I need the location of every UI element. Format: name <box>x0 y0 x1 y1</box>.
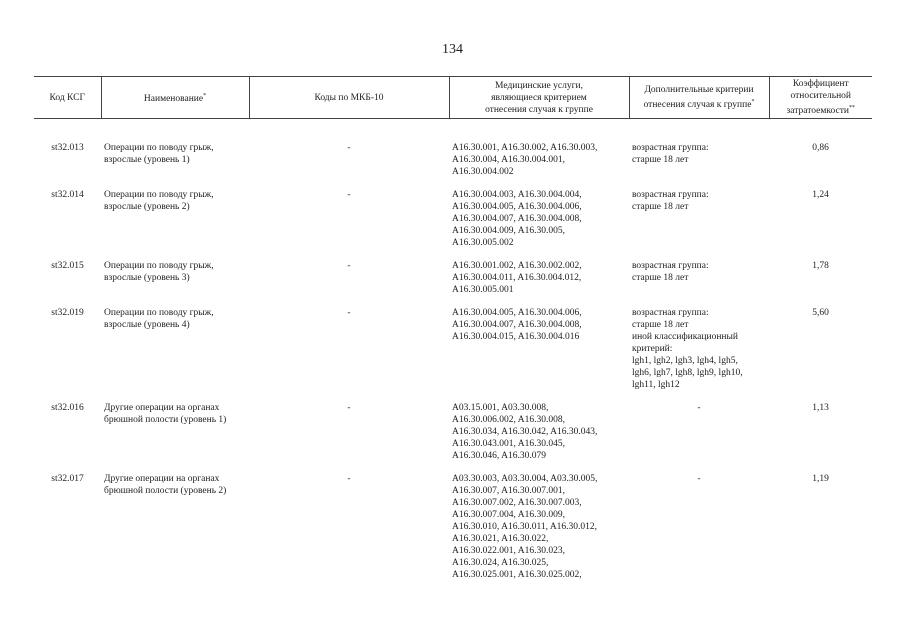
cell-mkb: - <box>347 190 351 201</box>
table-row <box>34 142 872 189</box>
cell-code: st32.017 <box>51 474 84 485</box>
header-criteria: Дополнительные критерии отнесения случая к группе* <box>629 77 769 119</box>
header-mkb: Коды по МКБ-10 <box>249 77 449 119</box>
cell-criteria: возрастная группа: старше 18 лет <box>632 143 709 166</box>
spacer-row <box>34 119 872 143</box>
cell-code: st32.019 <box>51 308 84 319</box>
cell-mkb: - <box>347 474 351 485</box>
cell-criteria: возрастная группа: старше 18 лет иной классификационный критерий: lgh1, lgh2, lgh3, lgh4, lgh5, lgh6, lgh7, lgh8, lgh9, lgh10, lgh11, lgh12 <box>632 308 743 391</box>
table-body <box>34 119 872 593</box>
cell-code: st32.014 <box>51 190 84 201</box>
cell-coefficient: 1,19 <box>812 474 829 485</box>
cell-services: A03.30.003, A03.30.004, A03.30.005, A16.30.007, A16.30.007.001, A16.30.007.002, A16.30.007.003, A16.30.007.004, A16.30.009, A16.30.010, A16.30.011, A16.30.012, A16.30.021, A16.30.022, A16.30.022.001, A16.30.023, A16.30.024, A16.30.025, A16.30.025.001, A16.30.025.002, <box>452 474 598 581</box>
cell-mkb: - <box>347 261 351 272</box>
cell-criteria: возрастная группа: старше 18 лет <box>632 190 709 213</box>
cell-name: Операции по поводу грыж, взрослые (уровень 1) <box>104 143 214 166</box>
cell-coefficient: 1,78 <box>812 261 829 272</box>
cell-name: Другие операции на органах брюшной полости (уровень 1) <box>104 403 227 426</box>
cell-criteria: - <box>697 403 701 414</box>
ksg-table <box>34 76 872 592</box>
cell-mkb: - <box>347 308 351 319</box>
cell-services: A16.30.004.005, A16.30.004.006, A16.30.004.007, A16.30.004.008, A16.30.004.015, A16.30.004.016 <box>452 308 582 343</box>
cell-coefficient: 5,60 <box>812 308 829 319</box>
spacer-cell <box>34 119 872 143</box>
cell-mkb: - <box>347 143 351 154</box>
cell-coefficient: 0,86 <box>812 143 829 154</box>
cell-services: A16.30.004.003, A16.30.004.004, A16.30.004.005, A16.30.004.006, A16.30.004.007, A16.30.004.008, A16.30.004.009, A16.30.005, A16.30.005.002 <box>452 190 582 249</box>
table-row <box>34 473 872 592</box>
page-number: 134 <box>442 42 463 57</box>
cell-mkb: - <box>347 403 351 414</box>
cell-name: Операции по поводу грыж, взрослые (уровень 4) <box>104 308 214 331</box>
cell-services: A16.30.001, A16.30.002, A16.30.003, A16.30.004, A16.30.004.001, A16.30.004.002 <box>452 143 598 178</box>
table-header <box>34 77 872 119</box>
cell-name: Операции по поводу грыж, взрослые (уровень 2) <box>104 190 214 213</box>
cell-services: A16.30.001.002, A16.30.002.002, A16.30.004.011, A16.30.004.012, A16.30.005.001 <box>452 261 582 296</box>
header-coefficient: Коэффициент относительной затратоемкости** <box>769 77 872 119</box>
table-row <box>34 307 872 402</box>
table-row <box>34 402 872 473</box>
header-code: Код КСГ <box>34 77 101 119</box>
cell-coefficient: 1,24 <box>812 190 829 201</box>
table-row <box>34 260 872 307</box>
cell-name: Другие операции на органах брюшной полости (уровень 2) <box>104 474 227 497</box>
cell-criteria: возрастная группа: старше 18 лет <box>632 261 709 284</box>
cell-coefficient: 1,13 <box>812 403 829 414</box>
cell-code: st32.016 <box>51 403 84 414</box>
header-row <box>34 77 872 119</box>
header-services: Медицинские услуги, являющиеся критерием отнесения случая к группе <box>449 77 629 119</box>
table-row <box>34 189 872 260</box>
cell-name: Операции по поводу грыж, взрослые (уровень 3) <box>104 261 214 284</box>
cell-criteria: - <box>697 474 701 485</box>
header-name: Наименование* <box>101 77 249 119</box>
cell-code: st32.013 <box>51 143 84 154</box>
cell-code: st32.015 <box>51 261 84 272</box>
cell-services: A03.15.001, A03.30.008, A16.30.006.002, A16.30.008, A16.30.034, A16.30.042, A16.30.043, A16.30.043.001, A16.30.045, A16.30.046, A16.30.079 <box>452 403 598 462</box>
